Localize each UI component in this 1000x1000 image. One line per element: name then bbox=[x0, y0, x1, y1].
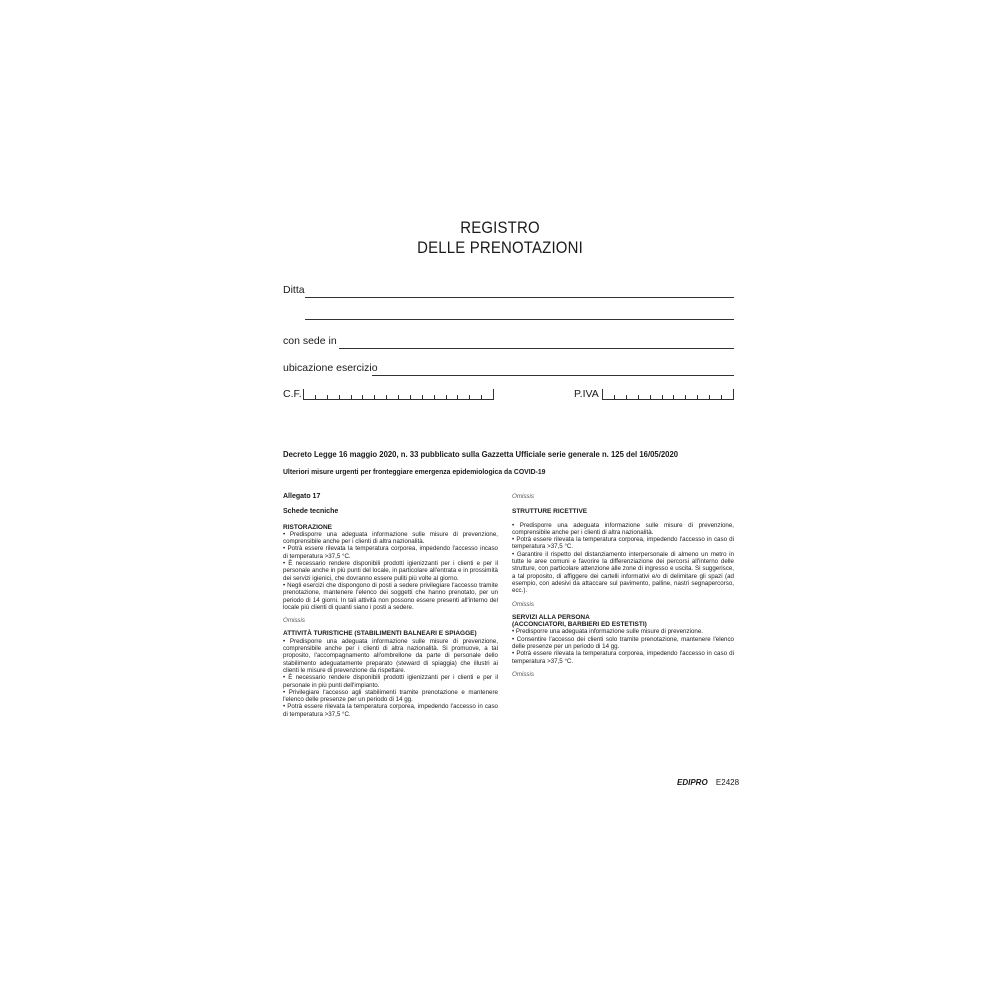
piva-field[interactable] bbox=[574, 388, 604, 402]
ditta-line bbox=[305, 297, 734, 298]
box-tick bbox=[721, 395, 722, 399]
allegato-label: Allegato 17 bbox=[283, 493, 321, 500]
box-tick bbox=[469, 395, 470, 399]
turistiche-item: • Predisporre una adeguata informazione sulle misure di prevenzione, comprensibile anche per i clienti di altra nazionalità. Si promuove, a tal proposito, l'accompagnamento all'ombrellone da parte di personale dello stabilimento adeguatamente preparato (steward di spiaggia) che illustri ai clienti le misure di prevenzione da rispettare. bbox=[283, 637, 498, 674]
persona-item: • Predisporre una adeguata informazione sulle misure di prevenzione. bbox=[512, 628, 703, 636]
box-tick bbox=[386, 395, 387, 399]
ristorazione-item: • Negli esercizi che dispongono di posti a sedere privilegiare l'accesso tramite prenotazione, mantenere l'elenco dei soggetti che hanno prenotato, per un periodo di 14 giorni. In tali attività non possono essere presenti all'interno del locale più clienti di quanti siano i posti a sedere. bbox=[283, 581, 498, 611]
omissis-label: Omissis bbox=[283, 617, 305, 625]
box-tick bbox=[481, 395, 482, 399]
ubicazione-field[interactable] bbox=[283, 362, 734, 376]
box-tick bbox=[626, 395, 627, 399]
ricettive-item: • Predisporre una adeguata informazione sulle misure di prevenzione, comprensibile anche per i clienti di altra nazionalità. bbox=[512, 521, 734, 536]
cf-label: C.F. bbox=[283, 388, 302, 400]
sede-field[interactable] bbox=[283, 335, 734, 349]
decree-heading: Decreto Legge 16 maggio 2020, n. 33 pubblicato sulla Gazzetta Ufficiale serie generale n. 125 del 16/05/2020 bbox=[283, 449, 679, 459]
box-tick bbox=[685, 395, 686, 399]
persona-subtitle: (ACCONCIATORI, BARBIERI ED ESTETISTI) bbox=[512, 621, 647, 629]
ristorazione-title: RISTORAZIONE bbox=[283, 523, 332, 531]
box-tick bbox=[697, 395, 698, 399]
persona-title: SERVIZI ALLA PERSONA bbox=[512, 613, 590, 621]
box-tick bbox=[303, 389, 304, 399]
title-line-2: DELLE PRENOTAZIONI bbox=[417, 238, 583, 257]
turistiche-title: ATTIVITÀ TURISTICHE (STABILIMENTI BALNEARI E SPIAGGE) bbox=[283, 630, 477, 638]
ubicazione-label: ubicazione esercizio bbox=[283, 362, 378, 374]
sede-line bbox=[339, 348, 734, 349]
box-tick bbox=[315, 395, 316, 399]
sede-label: con sede in bbox=[283, 335, 337, 347]
box-tick bbox=[327, 395, 328, 399]
title-line-1: REGISTRO bbox=[460, 218, 540, 237]
box-tick bbox=[638, 395, 639, 399]
omissis-label: Omissis bbox=[512, 600, 534, 608]
ristorazione-item: • Potrà essere rilevata la temperatura corporea, impedendo l'accesso incaso di temperatura >37,5 °C. bbox=[283, 545, 498, 560]
ricettive-item: • Garantire il rispetto del distanziamento interpersonale di almeno un metro in tutte le aree comuni e favorire la differenziazione dei percorsi all'interno delle strutture, con particolare attenzione alle zone di ingresso e uscita. Si suggerisce, a tal proposito, di affiggere dei cartelli informativi e/o di delimitare gli spazi (ad esempio, con adesivi da attaccare sul pavimento, palline, nastri segnapercorso, ecc.). bbox=[512, 550, 734, 595]
footer bbox=[677, 778, 739, 787]
box-tick bbox=[351, 395, 352, 399]
box-tick bbox=[410, 395, 411, 399]
piva-label: P.IVA bbox=[574, 388, 599, 400]
omissis-label: Omissis bbox=[512, 493, 534, 500]
persona-item: • Potrà essere rilevata la temperatura corporea, impedendo l'accesso in caso di temperatura >37,5 °C. bbox=[512, 650, 734, 665]
ditta-line-2[interactable] bbox=[305, 319, 734, 320]
box-tick bbox=[662, 395, 663, 399]
box-tick bbox=[374, 395, 375, 399]
cf-boxes[interactable] bbox=[303, 389, 494, 400]
turistiche-item: • Privilegiare l'accesso agli stabilimenti tramite prenotazione e mantenere l'elenco delle presenze per un periodo di 14 gg. bbox=[283, 688, 498, 704]
box-tick bbox=[434, 395, 435, 399]
omissis-label: Omissis bbox=[512, 670, 534, 678]
box-tick bbox=[398, 395, 399, 399]
box-tick bbox=[602, 389, 603, 399]
turistiche-item: • È necessario rendere disponibili prodotti igienizzanti per i clienti e per il personale in più punti dell'impianto. bbox=[283, 674, 498, 689]
ricettive-item: • Potrà essere rilevata la temperatura corporea, impedendo l'accesso in caso di temperatura >37,5 °C. bbox=[512, 536, 734, 551]
box-tick bbox=[673, 395, 674, 399]
turistiche-item: • Potrà essere rilevata la temperatura corporea, impedendo l'accesso in caso di temperatura >37,5 °C. bbox=[283, 703, 498, 718]
right-column bbox=[512, 493, 734, 678]
box-tick bbox=[457, 395, 458, 399]
ubicazione-line bbox=[372, 375, 734, 376]
box-tick bbox=[446, 395, 447, 399]
decree-subheading: Ulteriori misure urgenti per fronteggiare emergenza epidemiologica da COVID-19 bbox=[283, 467, 546, 476]
ricettive-title: STRUTTURE RICETTIVE bbox=[512, 508, 588, 516]
persona-item: • Consentire l'accesso dei clienti solo tramite prenotazione, mantenere l'elenco delle presenze per un periodo di 14 gg. bbox=[512, 635, 734, 651]
box-tick bbox=[422, 395, 423, 399]
ristorazione-item: • Predisporre una adeguata informazione sulle misure di prevenzione, comprensibile anche per i clienti di altra nazionalità. bbox=[283, 530, 498, 546]
box-tick bbox=[733, 389, 734, 399]
box-tick bbox=[362, 395, 363, 399]
box-tick bbox=[339, 395, 340, 399]
ditta-label: Ditta bbox=[283, 284, 305, 296]
product-code: E2428 bbox=[715, 778, 740, 787]
left-column bbox=[283, 493, 498, 718]
piva-boxes[interactable] bbox=[602, 389, 734, 400]
box-tick bbox=[709, 395, 710, 399]
ditta-field[interactable] bbox=[283, 284, 734, 298]
box-tick bbox=[650, 395, 651, 399]
schede-label: Schede tecniche bbox=[283, 508, 339, 516]
box-tick bbox=[493, 389, 494, 399]
brand-logo: EDIPRO bbox=[677, 778, 708, 787]
box-tick bbox=[614, 395, 615, 399]
ristorazione-item: • È necessario rendere disponibili prodotti igienizzanti per i clienti e per il personale anche in più punti del locale, in particolare all'entrata e in prossimità dei servizi igienici, che dovranno essere puliti più volte al giorno. bbox=[283, 560, 498, 582]
